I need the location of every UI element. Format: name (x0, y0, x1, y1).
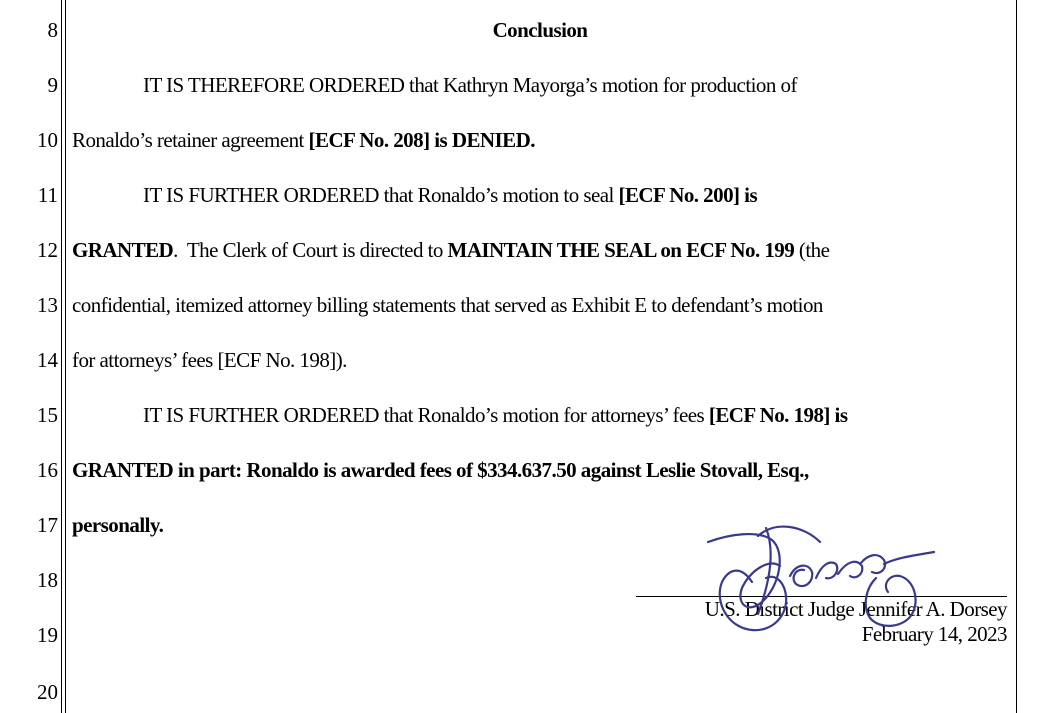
order-denied-line-2 (72, 128, 535, 152)
bold-run: [ECF No. 198] is (708, 403, 848, 427)
bold-run: GRANTED (72, 238, 174, 262)
line-number: 12 (37, 238, 58, 262)
order-seal-line-3: confidential, itemized attorney billing statements that served as Exhibit E to defendant’s motion (72, 293, 823, 317)
line-number: 20 (37, 680, 58, 704)
bold-run: [ECF No. 200] is (618, 183, 758, 207)
order-fees-line-2 (72, 458, 809, 482)
line-number: 16 (37, 458, 58, 482)
line-number: 13 (37, 293, 58, 317)
heading-text: Conclusion (492, 18, 588, 42)
line-number: 10 (37, 128, 58, 152)
signer-name: U.S. District Judge Jennifer A. Dorsey (704, 597, 1007, 621)
left-margin-rule-inner (65, 0, 66, 713)
section-heading (66, 18, 1014, 42)
text-run: . The Clerk of Court is directed to (173, 238, 448, 262)
line-number: 19 (37, 623, 58, 647)
line-number: 14 (37, 348, 58, 372)
left-margin-rule-outer (61, 0, 62, 713)
bold-run: GRANTED in part: Ronaldo is awarded fees of $334.637.50 against Leslie Stovall, Esq., (72, 458, 809, 482)
order-fees-line-3 (72, 513, 163, 537)
order-seal-line-4: for attorneys’ fees [ECF No. 198]). (72, 348, 347, 372)
order-seal-line-1 (143, 183, 757, 207)
right-margin-rule (1016, 0, 1017, 713)
text-run: (the (794, 238, 830, 262)
line-number: 15 (37, 403, 58, 427)
handwritten-signature (700, 518, 940, 633)
signature-stroke (838, 555, 885, 577)
bold-run: [ECF No. 208] is DENIED. (308, 128, 535, 152)
text-run: IT IS FURTHER ORDERED that Ronaldo’s motion to seal (143, 183, 619, 207)
line-number: 11 (37, 183, 58, 207)
signature-stroke (790, 566, 812, 586)
text-run: IT IS FURTHER ORDERED that Ronaldo’s motion for attorneys’ fees (143, 403, 709, 427)
signature-date: February 14, 2023 (861, 622, 1007, 646)
line-number: 8 (47, 18, 58, 42)
text-run: Ronaldo’s retainer agreement (72, 128, 309, 152)
bold-run: MAINTAIN THE SEAL on ECF No. 199 (447, 238, 795, 262)
signature-stroke (866, 576, 916, 626)
order-seal-line-2 (72, 238, 829, 262)
order-denied-line-1: IT IS THEREFORE ORDERED that Kathryn Mayorga’s motion for production of (143, 73, 797, 97)
line-number: 17 (37, 513, 58, 537)
signature-stroke (884, 552, 934, 564)
order-fees-line-1 (143, 403, 847, 427)
line-number: 18 (37, 568, 58, 592)
bold-run: personally. (72, 513, 164, 537)
signature-stroke (816, 563, 837, 579)
line-number: 9 (47, 73, 58, 97)
